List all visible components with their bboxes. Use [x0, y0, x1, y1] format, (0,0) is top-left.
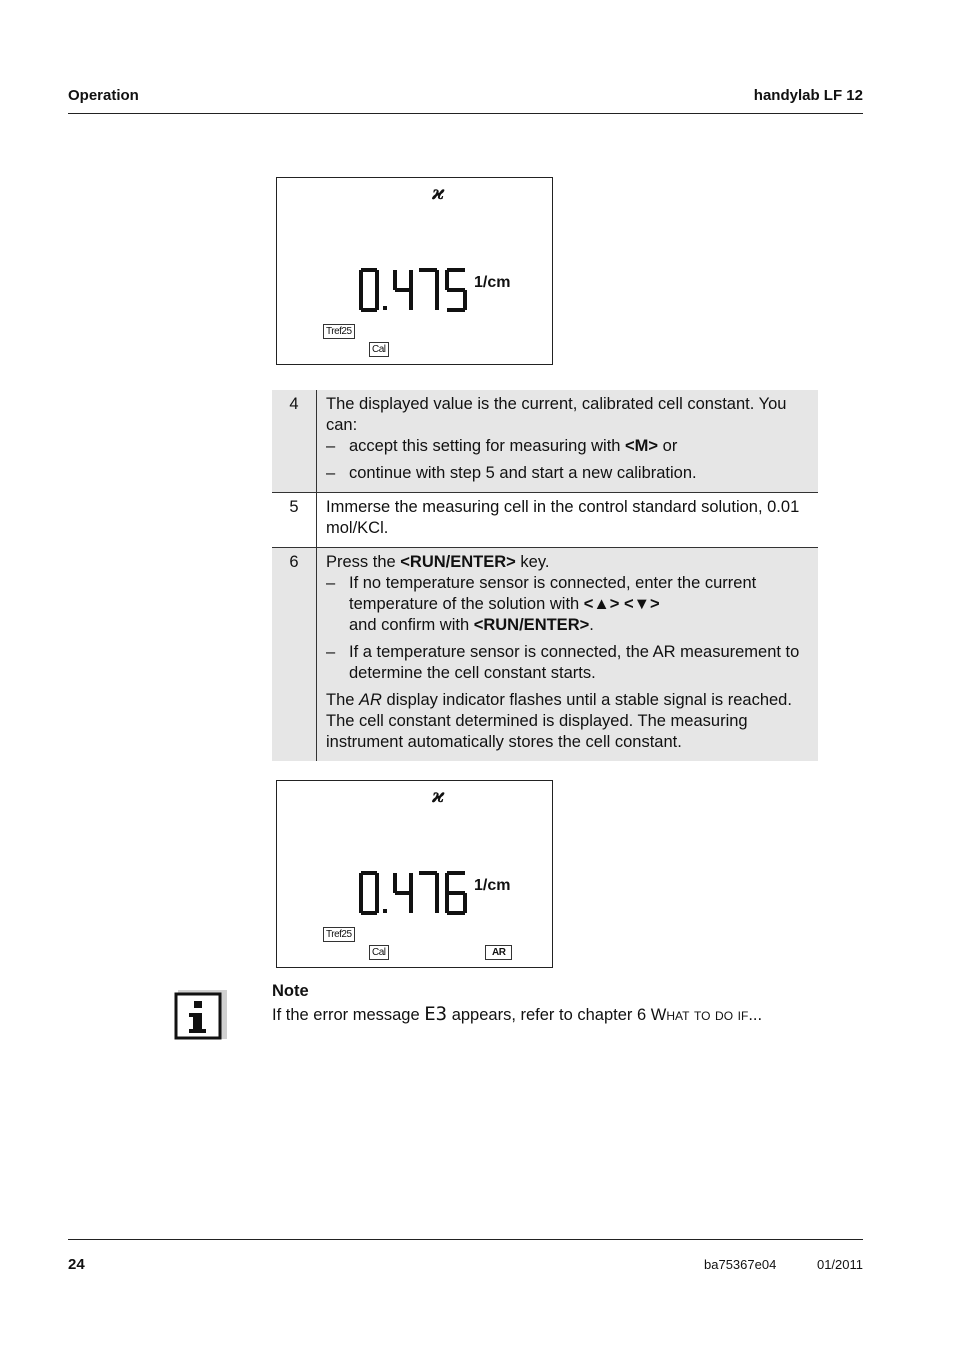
- page-number: 24: [68, 1256, 85, 1273]
- document-id: ba75367e04: [704, 1257, 777, 1272]
- chapter-reference-link[interactable]: What to do if: [650, 1006, 749, 1024]
- list-item: – accept this setting for measuring with <M> or: [326, 436, 812, 457]
- indicator-tref25: Tref25: [323, 324, 355, 339]
- list-item: – If a temperature sensor is connected, the AR measurement to determine the cell constant starts.: [326, 642, 812, 684]
- lcd-display-cell-constant: [276, 177, 553, 365]
- header-product-name: handylab LF 12: [753, 87, 863, 104]
- steps-table: [272, 390, 818, 761]
- header-rule: [68, 113, 863, 114]
- list-item: – If no temperature sensor is connected, enter the current temperature of the solution with <▲> <▼> and confirm with <RUN/ENTER>.: [326, 573, 812, 636]
- info-icon: [174, 986, 228, 1040]
- footer-rule: [68, 1239, 863, 1240]
- indicator-ar: AR: [485, 945, 512, 960]
- table-row: [272, 548, 818, 762]
- indicator-cal: Cal: [369, 342, 389, 357]
- unit-label: 1/cm: [474, 274, 511, 291]
- list-item: – continue with step 5 and start a new calibration.: [326, 463, 812, 484]
- note-title: Note: [272, 982, 309, 1000]
- conductivity-kappa-icon: ϰ: [432, 182, 445, 204]
- conductivity-kappa-icon: ϰ: [432, 785, 445, 807]
- indicator-tref25: Tref25: [323, 927, 355, 942]
- step-intro: The displayed value is the current, calibrated cell constant. You can:: [326, 395, 787, 434]
- document-date: 01/2011: [816, 1257, 863, 1272]
- step-intro: Press the <RUN/ENTER> key.: [326, 553, 550, 571]
- step-paragraph: The AR display indicator flashes until a stable signal is reached. The cell constant determined is displayed. The measuring instrument automatically stores the cell constant.: [326, 691, 792, 751]
- indicator-cal: Cal: [369, 945, 389, 960]
- step-number: 6: [272, 548, 317, 762]
- step-number: 4: [272, 390, 317, 493]
- step-number: 5: [272, 493, 317, 548]
- lcd-display-cell-constant-result: [276, 780, 553, 968]
- step-text: [317, 548, 819, 762]
- table-row: [272, 390, 818, 493]
- lcd-digits-value: [357, 268, 469, 314]
- step-text: Immerse the measuring cell in the control standard solution, 0.01 mol/KCl.: [317, 493, 819, 548]
- lcd-digits-value: [357, 871, 469, 917]
- error-code-e3: E3: [424, 1003, 448, 1025]
- unit-label: 1/cm: [474, 877, 511, 894]
- note-text: If the error message E3 appears, refer to chapter 6 What to do if...: [272, 1003, 763, 1025]
- table-row: [272, 493, 818, 548]
- step-text: [317, 390, 819, 493]
- header-section-title: Operation: [68, 87, 139, 104]
